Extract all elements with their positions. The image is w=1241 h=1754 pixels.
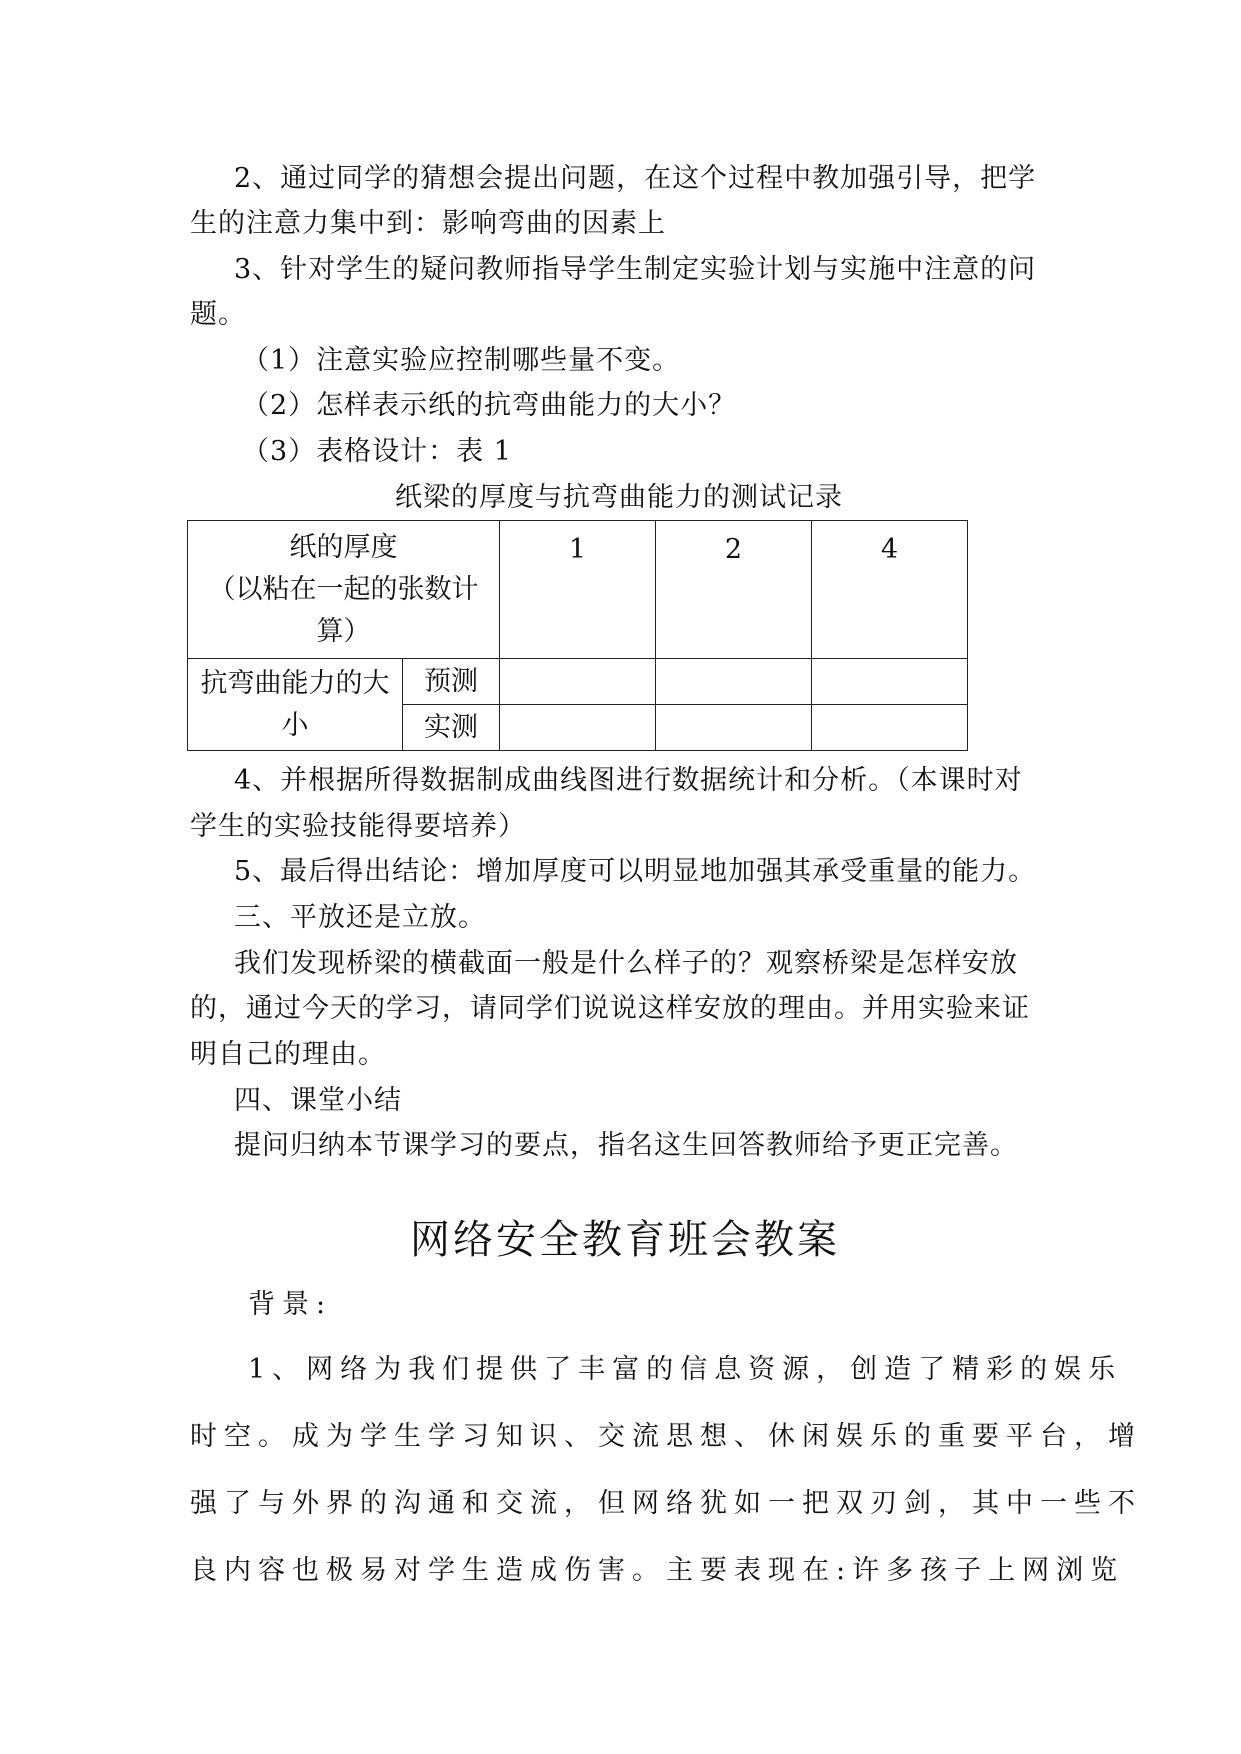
- paragraph-line: 提问归纳本节课学习的要点，指名这生回答教师给予更正完善。: [234, 1130, 1018, 1161]
- table-cell: [656, 705, 812, 751]
- table-cell: [656, 659, 812, 705]
- paragraph-line: 我们发现桥梁的横截面一般是什么样子的？观察桥梁是怎样安放: [234, 948, 1018, 979]
- paragraph-line: 明自己的理由。: [190, 1039, 386, 1070]
- paragraph-line: 学生的实验技能得要培养）: [190, 811, 526, 842]
- paragraph-line: 的，通过今天的学习，请同学们说说这样安放的理由。并用实验来证: [190, 993, 1030, 1024]
- column-header: 2: [656, 521, 812, 659]
- table-caption: 纸梁的厚度与抗弯曲能力的测试记录: [395, 482, 843, 513]
- thickness-label-line: （以粘在一起的张数计: [208, 573, 479, 605]
- list-item: （3）表格设计：表 1: [242, 436, 512, 467]
- background-label: 背景:: [248, 1289, 333, 1320]
- paragraph-line: 时空。成为学生学习知识、交流思想、休闲娱乐的重要平台，增: [190, 1421, 1142, 1452]
- thickness-label-cell: [188, 521, 500, 659]
- predict-label: 预测: [403, 659, 500, 705]
- paragraph-line: 强了与外界的沟通和交流，但网络犹如一把双刃剑，其中一些不: [190, 1488, 1142, 1519]
- paragraph-line: 1、网络为我们提供了丰富的信息资源，创造了精彩的娱乐: [248, 1354, 1123, 1385]
- section-heading: 四、课堂小结: [234, 1085, 402, 1116]
- thickness-label-line: 算）: [316, 615, 371, 647]
- thickness-label-line: 纸的厚度: [289, 531, 398, 563]
- table-cell: [812, 659, 968, 705]
- section-title: 网络安全教育班会教案: [410, 1217, 840, 1263]
- table-row: [188, 659, 968, 705]
- actual-label: 实测: [403, 705, 500, 751]
- bending-ability-label-line: 小: [281, 709, 309, 741]
- paragraph-line: 4、并根据所得数据制成曲线图进行数据统计和分析。（本课时对: [234, 765, 1023, 796]
- list-item: （1）注意实验应控制哪些量不变。: [242, 345, 681, 376]
- column-header: 4: [812, 521, 968, 659]
- bending-ability-label-cell: [188, 659, 403, 751]
- paragraph-line: 3、针对学生的疑问教师指导学生制定实验计划与实施中注意的问: [234, 254, 1037, 285]
- paragraph-line: 题。: [190, 299, 246, 330]
- table-cell: [500, 705, 656, 751]
- bending-ability-label-line: 抗弯曲能力的大: [200, 667, 390, 699]
- list-item: （2）怎样表示纸的抗弯曲能力的大小？: [242, 390, 737, 421]
- record-table: [187, 520, 968, 751]
- column-header: 1: [500, 521, 656, 659]
- paragraph-line: 2、通过同学的猜想会提出问题，在这个过程中教加强引导，把学: [234, 163, 1037, 194]
- table-cell: [812, 705, 968, 751]
- table-header-row: [188, 521, 968, 659]
- table-cell: [500, 659, 656, 705]
- section-heading: 三、平放还是立放。: [234, 902, 486, 933]
- paragraph-line: 生的注意力集中到：影响弯曲的因素上: [190, 208, 666, 239]
- paragraph-line: 良内容也极易对学生造成伤害。主要表现在:许多孩子上网浏览: [190, 1555, 1125, 1586]
- paragraph-line: 5、最后得出结论：增加厚度可以明显地加强其承受重量的能力。: [234, 856, 1037, 887]
